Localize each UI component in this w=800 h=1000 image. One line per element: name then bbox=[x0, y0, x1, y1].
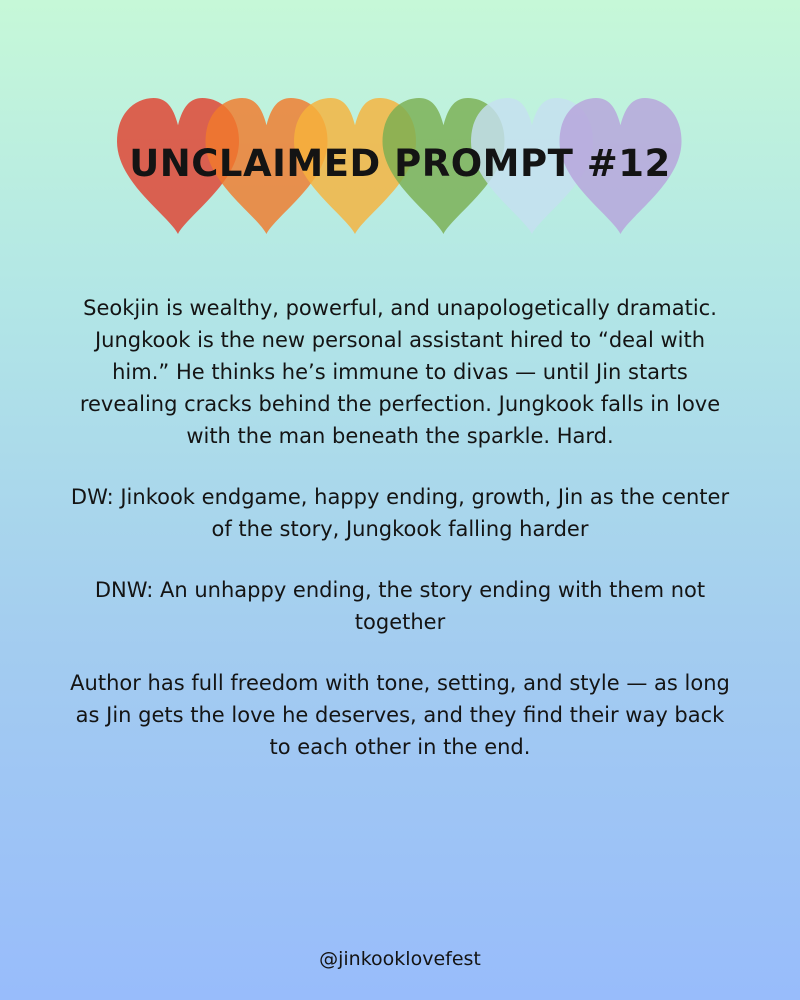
footer-handle: @jinkooklovefest bbox=[319, 948, 481, 970]
prompt-freedom: Author has full freedom with tone, setting, and style — as long as Jin gets the love he deserves, and they find their way back to each other in the end. bbox=[70, 671, 730, 759]
header bbox=[0, 90, 800, 240]
page-title: UNCLAIMED PROMPT #12 bbox=[129, 142, 671, 185]
prompt-dnw: DNW: An unhappy ending, the story ending with them not together bbox=[94, 578, 706, 634]
prompt-summary: Seokjin is wealthy, powerful, and unapologetically dramatic. Jungkook is the new personal assistant hired to “deal with him.” He thinks he’s immune to divas — until Jin starts revealing cracks behind the perfection. Jungkook falls in love with the man beneath the sparkle. Hard. bbox=[79, 296, 721, 448]
prompt-dw: DW: Jinkook endgame, happy ending, growth, Jin as the center of the story, Jungkook falling harder bbox=[70, 485, 730, 541]
prompt-body bbox=[70, 292, 730, 792]
